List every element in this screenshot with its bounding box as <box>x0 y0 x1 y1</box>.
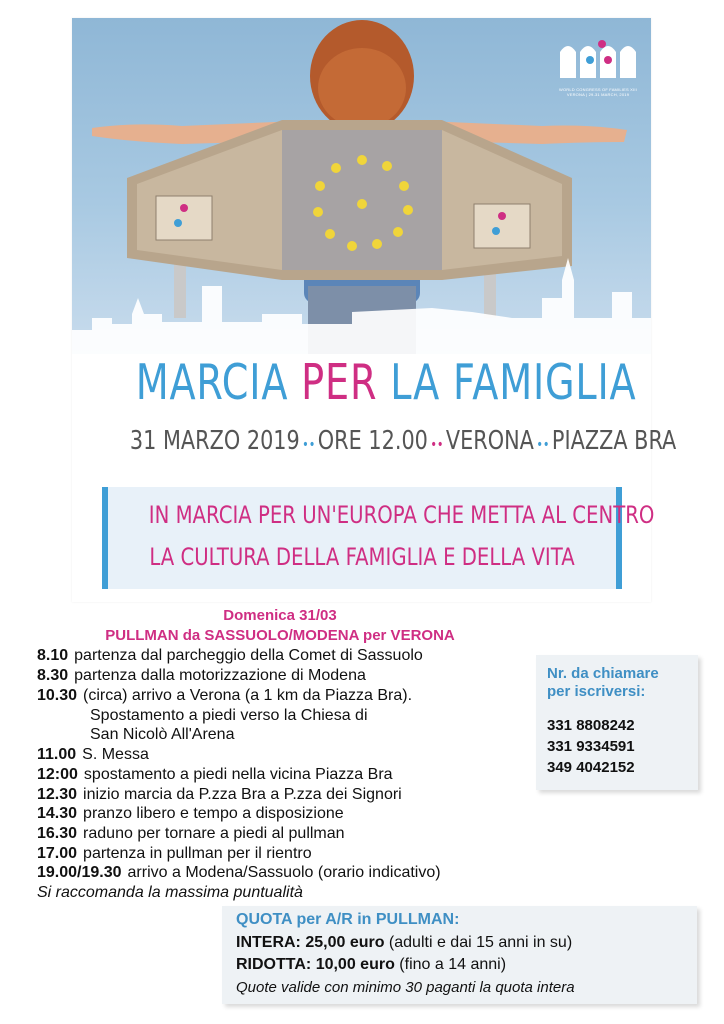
event-poster <box>72 18 677 602</box>
schedule-text: inizio marcia da P.zza Bra a P.zza dei Signori <box>83 786 402 803</box>
schedule-time: 14.30 <box>37 805 78 822</box>
event-place: PIAZZA BRA <box>551 426 677 456</box>
schedule-item <box>37 805 344 823</box>
reduced-price-detail: (fino a 14 anni) <box>394 956 507 973</box>
title-part-famiglia: LA FAMIGLIA <box>377 354 637 411</box>
event-city: VERONA <box>445 426 534 456</box>
schedule-item <box>37 687 412 705</box>
schedule-continuation: San Nicolò All'Arena <box>90 726 235 743</box>
event-time: ORE 12.00 <box>317 426 428 456</box>
full-price-row <box>236 934 572 952</box>
event-date: 31 MARZO 2019 <box>129 426 300 456</box>
schedule-time: 8.30 <box>37 667 69 684</box>
schedule-text: arrivo a Modena/Sassuolo (orario indicativo) <box>127 864 441 881</box>
logo-caption-line1: WORLD CONGRESS OF FAMILIES XIII <box>559 87 637 92</box>
motto-line-1: IN MARCIA PER UN'EUROPA CHE METTA AL CENTRO <box>148 501 655 529</box>
motto-line-2: LA CULTURA DELLA FAMIGLIA E DELLA VITA <box>149 543 575 571</box>
pricing-title: QUOTA per A/R in PULLMAN: <box>236 911 460 928</box>
footprints-icon: •• <box>430 437 444 453</box>
title-part-per: PER <box>301 354 378 411</box>
schedule-text: partenza dalla motorizzazione di Modena <box>74 667 366 684</box>
contacts-box <box>536 655 698 790</box>
contacts-title-line2: per iscriversi: <box>547 683 646 700</box>
schedule-day: Domenica 31/03 <box>223 607 337 624</box>
schedule-item <box>37 845 312 863</box>
schedule-time: 10.30 <box>37 687 78 704</box>
event-details-line <box>129 426 677 456</box>
schedule-item <box>37 746 149 764</box>
schedule-time: 17.00 <box>37 845 78 862</box>
reduced-price-row <box>236 956 506 974</box>
schedule-time: 12.30 <box>37 786 78 803</box>
schedule-time: 11.00 <box>37 746 77 763</box>
schedule-continuation: Spostamento a piedi verso la Chiesa di <box>90 707 368 724</box>
pricing-box <box>222 906 697 1004</box>
schedule-text: pranzo libero e tempo a disposizione <box>83 805 344 822</box>
pricing-note: Quote valide con minimo 30 paganti la quota intera <box>236 979 575 996</box>
schedule-item <box>37 825 345 843</box>
schedule-text: partenza dal parcheggio della Comet di Sassuolo <box>74 647 423 664</box>
full-price-label: INTERA: 25,00 euro <box>236 934 385 951</box>
motto-banner <box>102 487 655 589</box>
schedule-item <box>37 786 402 804</box>
schedule-time: 19.00/19.30 <box>37 864 122 881</box>
family-arches-icon <box>558 38 638 82</box>
schedule-item <box>37 864 441 882</box>
schedule-time: 12:00 <box>37 766 78 783</box>
schedule-text: partenza in pullman per il rientro <box>83 845 312 862</box>
footprints-icon: •• <box>302 437 316 453</box>
reduced-price-label: RIDOTTA: 10,00 euro <box>236 956 395 973</box>
phone-number: 331 8808242 <box>547 717 635 734</box>
schedule-text: raduno per tornare a piedi al pullman <box>83 825 345 842</box>
world-congress-logo <box>557 38 639 97</box>
poster-photo <box>72 18 651 354</box>
schedule-item <box>37 667 366 685</box>
punctuality-note: Si raccomanda la massima puntualità <box>37 884 303 901</box>
contacts-title-line1: Nr. da chiamare <box>547 665 659 682</box>
contacts-title <box>547 665 659 701</box>
logo-caption-line2: VERONA | 29-31 MARCH, 2019 <box>566 92 630 97</box>
title-part-marcia: MARCIA <box>135 354 302 411</box>
phone-number: 331 9334591 <box>547 738 635 755</box>
poster-title <box>135 354 637 411</box>
phone-number: 349 4042152 <box>547 759 635 776</box>
schedule-route: PULLMAN da SASSUOLO/MODENA per VERONA <box>105 627 455 644</box>
footprints-icon: •• <box>536 437 550 453</box>
schedule-text: spostamento a piedi nella vicina Piazza Bra <box>83 766 393 783</box>
full-price-detail: (adulti e dai 15 anni in su) <box>384 934 573 951</box>
schedule-text: S. Messa <box>82 746 149 763</box>
schedule-item <box>37 766 393 784</box>
schedule-time: 8.10 <box>37 647 69 664</box>
schedule-time: 16.30 <box>37 825 78 842</box>
schedule-item <box>37 647 423 665</box>
schedule-text: (circa) arrivo a Verona (a 1 km da Piazza Bra). <box>83 687 413 704</box>
